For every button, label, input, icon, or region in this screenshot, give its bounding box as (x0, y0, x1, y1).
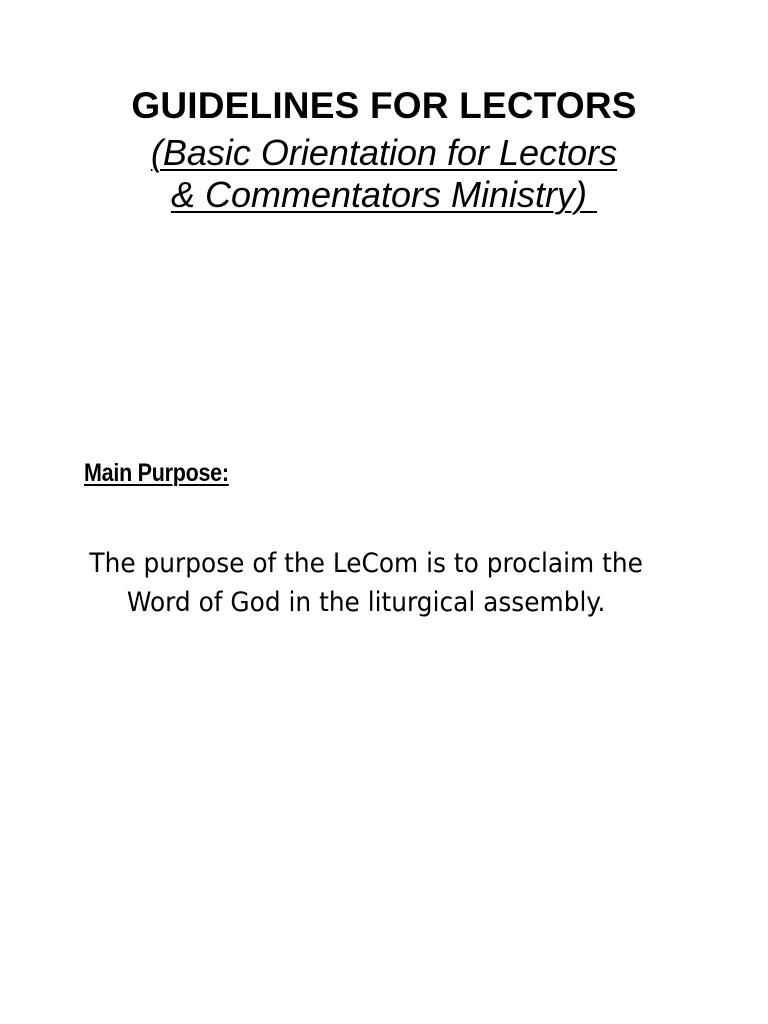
subtitle-line: (Basic Orientation for Lectors (150, 132, 618, 173)
body-text-line: Word of God in the liturgical assembly. (126, 587, 606, 618)
body-text-line: The purpose of the LeCom is to proclaim the (89, 548, 643, 579)
section-body-text (0, 544, 732, 622)
subtitle-line: & Commentators Ministry) (170, 174, 598, 215)
document-title: GUIDELINES FOR LECTORS (131, 85, 637, 126)
section-heading-main-purpose: Main Purpose: (84, 459, 229, 487)
document-subtitle (0, 132, 768, 216)
